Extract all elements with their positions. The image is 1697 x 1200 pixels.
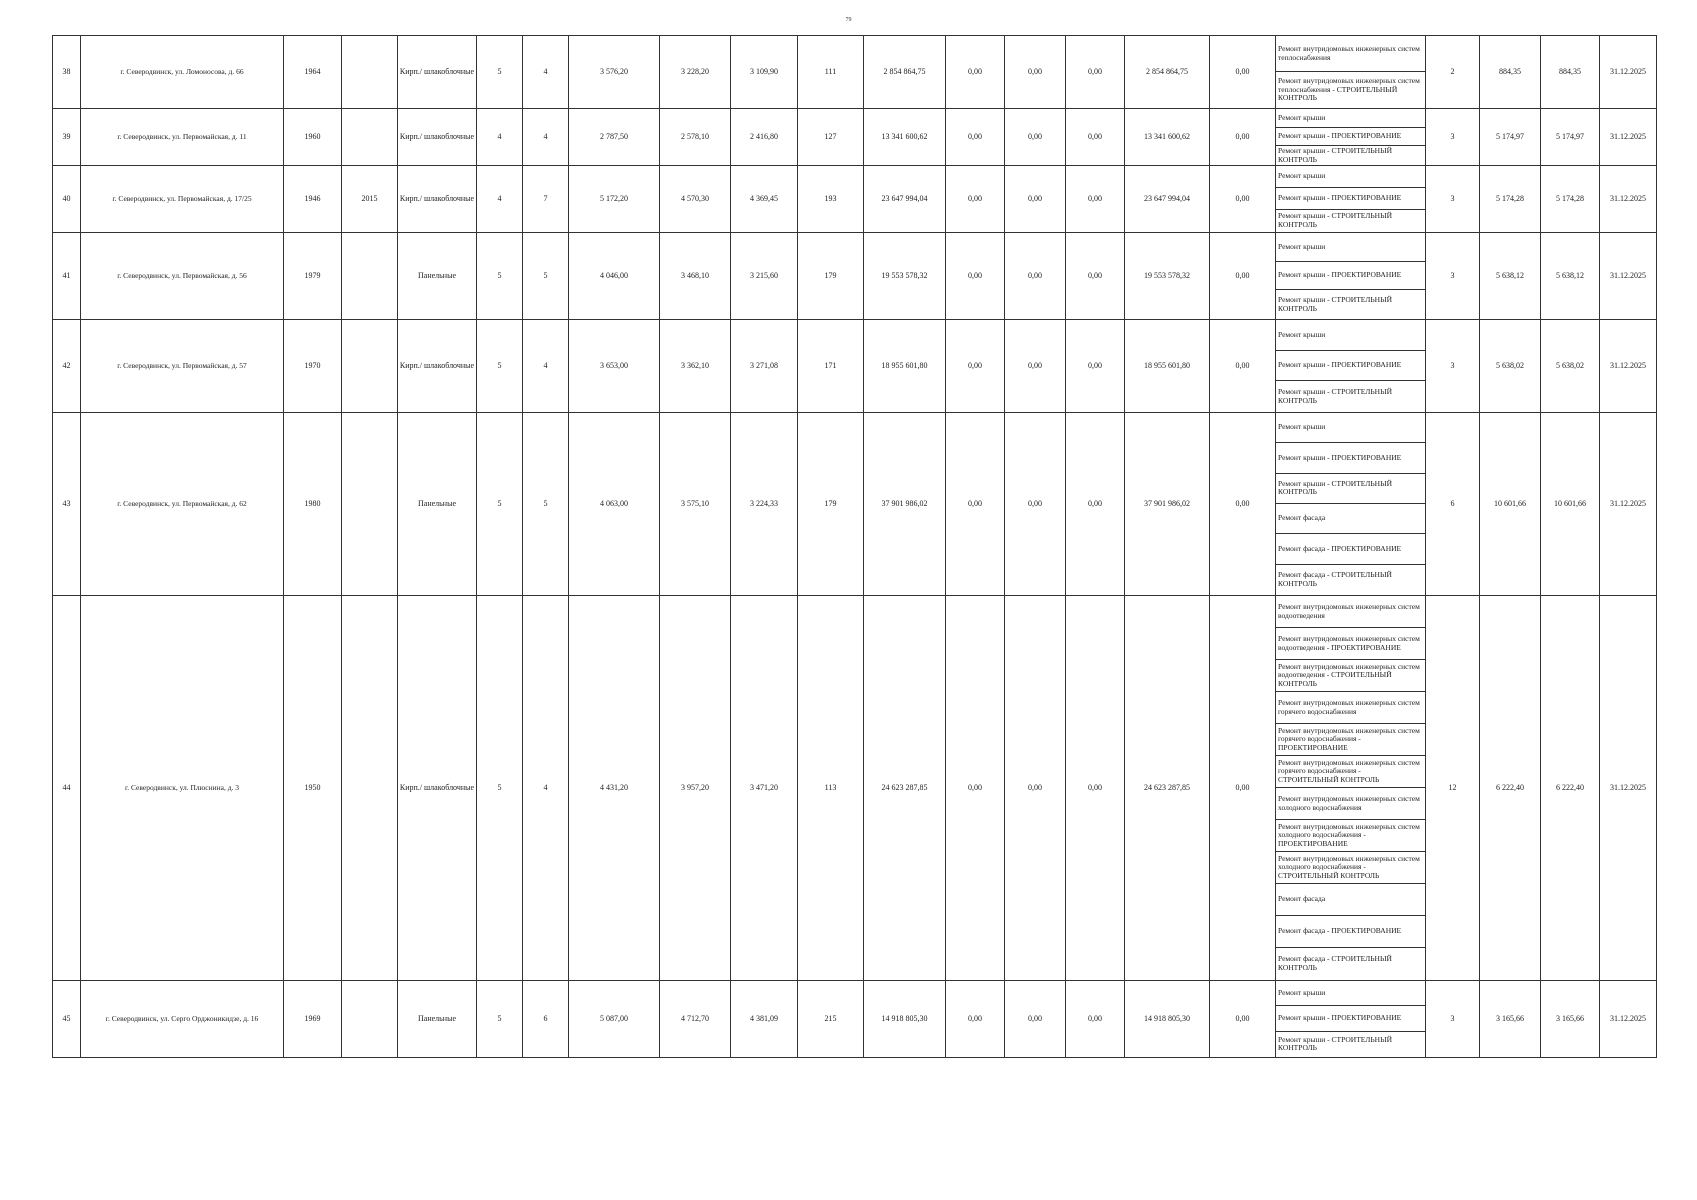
limit-cost-cell: 3 165,66 — [1541, 981, 1600, 1058]
work-item-label: Ремонт крыши - СТРОИТЕЛЬНЫЙ КОНТРОЛЬ — [1278, 1034, 1393, 1053]
fund-regional-cell: 0,00 — [1005, 233, 1066, 320]
row-number-cell: 43 — [53, 413, 81, 596]
work-item — [1276, 36, 1425, 72]
fund-owners-cell: 37 901 986,02 — [1125, 413, 1210, 596]
works-count-cell: 3 — [1426, 109, 1480, 166]
limit-cost-cell: 6 222,40 — [1541, 596, 1600, 981]
row-number-cell: 38 — [53, 36, 81, 109]
fund-owners-cell: 18 955 601,80 — [1125, 320, 1210, 413]
fund-regional-cell: 0,00 — [1005, 36, 1066, 109]
year-renovated-cell: 2015 — [342, 166, 398, 233]
work-item — [1276, 381, 1425, 412]
residents-count-cell: 193 — [798, 166, 864, 233]
row-number-cell: 42 — [53, 320, 81, 413]
unit-cost-cell: 5 174,28 — [1480, 166, 1541, 233]
total-area-cell: 4 046,00 — [569, 233, 660, 320]
address-cell: г. Северодвинск, ул. Ломоносова, д. 66 — [81, 36, 284, 109]
work-item-label: Ремонт внутридомовых инженерных систем горячего водоснабжения - СТРОИТЕЛЬНЫЙ КОНТРОЛЬ — [1278, 757, 1420, 784]
work-item-label: Ремонт внутридомовых инженерных систем водоотведения — [1278, 601, 1420, 620]
table-row — [53, 233, 1657, 320]
works-count-cell: 6 — [1426, 413, 1480, 596]
works-list — [1276, 36, 1425, 108]
total-cost-cell: 37 901 986,02 — [864, 413, 946, 596]
work-item-label: Ремонт внутридомовых инженерных систем теплоснабжения - СТРОИТЕЛЬНЫЙ КОНТРОЛЬ — [1278, 76, 1420, 103]
entrances-cell: 5 — [523, 233, 569, 320]
fund-other-cell: 0,00 — [1210, 36, 1276, 109]
work-item-label: Ремонт внутридомовых инженерных систем холодного водоснабжения - СТРОИТЕЛЬНЫЙ КОНТРОЛЬ — [1278, 853, 1420, 880]
unit-cost-cell: 884,35 — [1480, 36, 1541, 109]
fund-regional-cell: 0,00 — [1005, 166, 1066, 233]
entrances-cell: 7 — [523, 166, 569, 233]
total-area-cell: 3 576,20 — [569, 36, 660, 109]
work-item-label: Ремонт фасада - СТРОИТЕЛЬНЫЙ КОНТРОЛЬ — [1278, 954, 1392, 972]
fund-federal-cell: 0,00 — [946, 981, 1005, 1058]
total-cost-cell: 18 955 601,80 — [864, 320, 946, 413]
unit-cost-cell: 5 638,12 — [1480, 233, 1541, 320]
table-row — [53, 981, 1657, 1058]
residential-area-cell: 3 471,20 — [731, 596, 798, 981]
deadline-cell: 31.12.2025 — [1600, 320, 1657, 413]
work-item — [1276, 128, 1425, 147]
work-item-label: Ремонт крыши — [1278, 112, 1326, 122]
residents-count-cell: 113 — [798, 596, 864, 981]
residential-area-cell: 3 109,90 — [731, 36, 798, 109]
total-cost-cell: 23 647 994,04 — [864, 166, 946, 233]
residential-area-cell: 3 215,60 — [731, 233, 798, 320]
works-cell — [1276, 320, 1426, 413]
work-item — [1276, 290, 1425, 319]
deadline-cell: 31.12.2025 — [1600, 413, 1657, 596]
deadline-cell: 31.12.2025 — [1600, 36, 1657, 109]
works-cell — [1276, 166, 1426, 233]
floors-cell: 4 — [477, 109, 523, 166]
address-cell: г. Северодвинск, ул. Первомайская, д. 17/25 — [81, 166, 284, 233]
year-renovated-cell — [342, 596, 398, 981]
works-count-cell: 3 — [1426, 320, 1480, 413]
work-item-label: Ремонт внутридомовых инженерных систем теплоснабжения — [1278, 43, 1420, 62]
work-item-label: Ремонт крыши - ПРОЕКТИРОВАНИЕ — [1278, 193, 1402, 203]
unit-cost-cell: 5 638,02 — [1480, 320, 1541, 413]
limit-cost-cell: 5 638,02 — [1541, 320, 1600, 413]
limit-cost-cell: 5 638,12 — [1541, 233, 1600, 320]
work-item — [1276, 534, 1425, 564]
floors-cell: 5 — [477, 981, 523, 1058]
works-cell — [1276, 596, 1426, 981]
work-item-label: Ремонт крыши - ПРОЕКТИРОВАНИЕ — [1278, 131, 1402, 141]
work-item-label: Ремонт крыши - ПРОЕКТИРОВАНИЕ — [1278, 1013, 1402, 1023]
address-cell: г. Северодвинск, ул. Первомайская, д. 11 — [81, 109, 284, 166]
limit-cost-cell: 5 174,97 — [1541, 109, 1600, 166]
residents-count-cell: 127 — [798, 109, 864, 166]
premises-area-cell: 4 712,70 — [660, 981, 731, 1058]
fund-owners-cell: 23 647 994,04 — [1125, 166, 1210, 233]
total-area-cell: 3 653,00 — [569, 320, 660, 413]
wall-material-cell: Кирп./ шлакоблочные — [398, 320, 477, 413]
fund-owners-cell: 2 854 864,75 — [1125, 36, 1210, 109]
address-cell: г. Северодвинск, ул. Плюснина, д. 3 — [81, 596, 284, 981]
work-item-label: Ремонт крыши - ПРОЕКТИРОВАНИЕ — [1278, 452, 1402, 462]
work-item — [1276, 692, 1425, 724]
table-body — [53, 36, 1657, 1058]
fund-owners-cell: 13 341 600,62 — [1125, 109, 1210, 166]
year-renovated-cell — [342, 320, 398, 413]
works-list — [1276, 109, 1425, 165]
fund-regional-cell: 0,00 — [1005, 413, 1066, 596]
works-cell — [1276, 109, 1426, 166]
work-item — [1276, 166, 1425, 188]
fund-federal-cell: 0,00 — [946, 109, 1005, 166]
entrances-cell: 4 — [523, 320, 569, 413]
work-item-label: Ремонт фасада — [1278, 894, 1326, 904]
work-item — [1276, 756, 1425, 788]
work-item — [1276, 565, 1425, 595]
work-item — [1276, 820, 1425, 852]
works-cell — [1276, 36, 1426, 109]
wall-material-cell: Кирп./ шлакоблочные — [398, 109, 477, 166]
work-item — [1276, 628, 1425, 660]
total-cost-cell: 2 854 864,75 — [864, 36, 946, 109]
total-cost-cell: 14 918 805,30 — [864, 981, 946, 1058]
premises-area-cell: 3 228,20 — [660, 36, 731, 109]
work-item — [1276, 188, 1425, 210]
work-item — [1276, 504, 1425, 534]
work-item-label: Ремонт крыши - ПРОЕКТИРОВАНИЕ — [1278, 360, 1402, 370]
entrances-cell: 4 — [523, 109, 569, 166]
page-number: 79 — [845, 17, 852, 23]
fund-other-cell: 0,00 — [1210, 413, 1276, 596]
floors-cell: 5 — [477, 596, 523, 981]
residential-area-cell: 3 271,08 — [731, 320, 798, 413]
total-area-cell: 4 063,00 — [569, 413, 660, 596]
work-item — [1276, 320, 1425, 351]
works-count-cell: 3 — [1426, 981, 1480, 1058]
premises-area-cell: 3 468,10 — [660, 233, 731, 320]
premises-area-cell: 2 578,10 — [660, 109, 731, 166]
year-built-cell: 1970 — [284, 320, 342, 413]
unit-cost-cell: 3 165,66 — [1480, 981, 1541, 1058]
work-item-label: Ремонт фасада - ПРОЕКТИРОВАНИЕ — [1278, 543, 1402, 553]
works-list — [1276, 166, 1425, 232]
work-item-label: Ремонт крыши - ПРОЕКТИРОВАНИЕ — [1278, 270, 1402, 280]
work-item-label: Ремонт крыши - СТРОИТЕЛЬНЫЙ КОНТРОЛЬ — [1278, 478, 1393, 497]
work-item-label: Ремонт фасада — [1278, 513, 1326, 523]
row-number-cell: 39 — [53, 109, 81, 166]
fund-municipal-cell: 0,00 — [1066, 233, 1125, 320]
wall-material-cell: Кирп./ шлакоблочные — [398, 596, 477, 981]
table-row — [53, 413, 1657, 596]
work-item — [1276, 443, 1425, 473]
premises-area-cell: 3 957,20 — [660, 596, 731, 981]
premises-area-cell: 4 570,30 — [660, 166, 731, 233]
works-cell — [1276, 981, 1426, 1058]
fund-municipal-cell: 0,00 — [1066, 109, 1125, 166]
total-area-cell: 2 787,50 — [569, 109, 660, 166]
fund-other-cell: 0,00 — [1210, 596, 1276, 981]
row-number-cell: 45 — [53, 981, 81, 1058]
work-item-label: Ремонт крыши - СТРОИТЕЛЬНЫЙ КОНТРОЛЬ — [1278, 211, 1393, 229]
works-count-cell: 2 — [1426, 36, 1480, 109]
works-count-cell: 12 — [1426, 596, 1480, 981]
deadline-cell: 31.12.2025 — [1600, 166, 1657, 233]
work-item — [1276, 981, 1425, 1006]
fund-municipal-cell: 0,00 — [1066, 981, 1125, 1058]
work-item-label: Ремонт внутридомовых инженерных систем холодного водоснабжения — [1278, 793, 1420, 812]
residential-area-cell: 3 224,33 — [731, 413, 798, 596]
year-built-cell: 1960 — [284, 109, 342, 166]
fund-other-cell: 0,00 — [1210, 320, 1276, 413]
residents-count-cell: 179 — [798, 233, 864, 320]
work-item — [1276, 72, 1425, 108]
floors-cell: 5 — [477, 36, 523, 109]
floors-cell: 5 — [477, 413, 523, 596]
table-row — [53, 36, 1657, 109]
floors-cell: 5 — [477, 233, 523, 320]
work-item-label: Ремонт крыши — [1278, 987, 1326, 997]
address-cell: г. Северодвинск, ул. Первомайская, д. 62 — [81, 413, 284, 596]
row-number-cell: 44 — [53, 596, 81, 981]
fund-other-cell: 0,00 — [1210, 233, 1276, 320]
works-list — [1276, 981, 1425, 1057]
fund-federal-cell: 0,00 — [946, 413, 1005, 596]
entrances-cell: 5 — [523, 413, 569, 596]
fund-municipal-cell: 0,00 — [1066, 320, 1125, 413]
fund-regional-cell: 0,00 — [1005, 109, 1066, 166]
year-renovated-cell — [342, 233, 398, 320]
residents-count-cell: 215 — [798, 981, 864, 1058]
fund-municipal-cell: 0,00 — [1066, 166, 1125, 233]
floors-cell: 5 — [477, 320, 523, 413]
unit-cost-cell: 10 601,66 — [1480, 413, 1541, 596]
year-renovated-cell — [342, 109, 398, 166]
works-cell — [1276, 413, 1426, 596]
year-built-cell: 1950 — [284, 596, 342, 981]
year-built-cell: 1979 — [284, 233, 342, 320]
work-item — [1276, 233, 1425, 262]
address-cell: г. Северодвинск, ул. Первомайская, д. 56 — [81, 233, 284, 320]
works-count-cell: 3 — [1426, 166, 1480, 233]
limit-cost-cell: 5 174,28 — [1541, 166, 1600, 233]
fund-regional-cell: 0,00 — [1005, 596, 1066, 981]
work-item — [1276, 948, 1425, 980]
premises-area-cell: 3 362,10 — [660, 320, 731, 413]
residential-area-cell: 4 369,45 — [731, 166, 798, 233]
works-list — [1276, 413, 1425, 595]
fund-municipal-cell: 0,00 — [1066, 36, 1125, 109]
total-area-cell: 5 172,20 — [569, 166, 660, 233]
work-item — [1276, 916, 1425, 948]
work-item-label: Ремонт внутридомовых инженерных систем горячего водоснабжения — [1278, 697, 1420, 716]
work-item — [1276, 413, 1425, 443]
row-number-cell: 41 — [53, 233, 81, 320]
table-row — [53, 109, 1657, 166]
fund-owners-cell: 14 918 805,30 — [1125, 981, 1210, 1058]
residents-count-cell: 171 — [798, 320, 864, 413]
residents-count-cell: 111 — [798, 36, 864, 109]
year-renovated-cell — [342, 36, 398, 109]
repair-program-table — [52, 35, 1657, 1058]
limit-cost-cell: 10 601,66 — [1541, 413, 1600, 596]
fund-other-cell: 0,00 — [1210, 166, 1276, 233]
total-cost-cell: 24 623 287,85 — [864, 596, 946, 981]
fund-federal-cell: 0,00 — [946, 233, 1005, 320]
work-item-label: Ремонт крыши - СТРОИТЕЛЬНЫЙ КОНТРОЛЬ — [1278, 146, 1393, 164]
limit-cost-cell: 884,35 — [1541, 36, 1600, 109]
work-item — [1276, 788, 1425, 820]
wall-material-cell: Кирп./ шлакоблочные — [398, 166, 477, 233]
fund-federal-cell: 0,00 — [946, 320, 1005, 413]
year-renovated-cell — [342, 413, 398, 596]
total-cost-cell: 19 553 578,32 — [864, 233, 946, 320]
wall-material-cell: Панельные — [398, 233, 477, 320]
work-item-label: Ремонт внутридомовых инженерных систем водоотведения - СТРОИТЕЛЬНЫЙ КОНТРОЛЬ — [1278, 661, 1420, 688]
fund-federal-cell: 0,00 — [946, 596, 1005, 981]
total-area-cell: 5 087,00 — [569, 981, 660, 1058]
entrances-cell: 4 — [523, 36, 569, 109]
works-list — [1276, 233, 1425, 319]
total-cost-cell: 13 341 600,62 — [864, 109, 946, 166]
year-built-cell: 1946 — [284, 166, 342, 233]
deadline-cell: 31.12.2025 — [1600, 233, 1657, 320]
work-item-label: Ремонт крыши — [1278, 329, 1326, 339]
fund-other-cell: 0,00 — [1210, 109, 1276, 166]
fund-regional-cell: 0,00 — [1005, 981, 1066, 1058]
fund-federal-cell: 0,00 — [946, 36, 1005, 109]
year-built-cell: 1980 — [284, 413, 342, 596]
work-item — [1276, 474, 1425, 504]
works-count-cell: 3 — [1426, 233, 1480, 320]
table-row — [53, 320, 1657, 413]
wall-material-cell: Кирп./ шлакоблочные — [398, 36, 477, 109]
work-item-label: Ремонт крыши - СТРОИТЕЛЬНЫЙ КОНТРОЛЬ — [1278, 295, 1393, 313]
entrances-cell: 4 — [523, 596, 569, 981]
wall-material-cell: Панельные — [398, 413, 477, 596]
fund-municipal-cell: 0,00 — [1066, 596, 1125, 981]
year-built-cell: 1969 — [284, 981, 342, 1058]
work-item — [1276, 1032, 1425, 1057]
work-item — [1276, 109, 1425, 128]
work-item-label: Ремонт внутридомовых инженерных систем холодного водоснабжения - ПРОЕКТИРОВАНИЕ — [1278, 821, 1420, 848]
table-row — [53, 596, 1657, 981]
fund-other-cell: 0,00 — [1210, 981, 1276, 1058]
fund-owners-cell: 19 553 578,32 — [1125, 233, 1210, 320]
deadline-cell: 31.12.2025 — [1600, 981, 1657, 1058]
work-item — [1276, 351, 1425, 382]
work-item-label: Ремонт фасада - СТРОИТЕЛЬНЫЙ КОНТРОЛЬ — [1278, 570, 1392, 588]
fund-regional-cell: 0,00 — [1005, 320, 1066, 413]
work-item — [1276, 1006, 1425, 1031]
work-item-label: Ремонт фасада - ПРОЕКТИРОВАНИЕ — [1278, 926, 1402, 936]
work-item-label: Ремонт крыши — [1278, 241, 1326, 251]
works-list — [1276, 320, 1425, 412]
unit-cost-cell: 6 222,40 — [1480, 596, 1541, 981]
address-cell: г. Северодвинск, ул. Первомайская, д. 57 — [81, 320, 284, 413]
work-item — [1276, 884, 1425, 916]
residential-area-cell: 4 381,09 — [731, 981, 798, 1058]
work-item-label: Ремонт внутридомовых инженерных систем водоотведения - ПРОЕКТИРОВАНИЕ — [1278, 633, 1420, 652]
year-renovated-cell — [342, 981, 398, 1058]
entrances-cell: 6 — [523, 981, 569, 1058]
work-item-label: Ремонт внутридомовых инженерных систем горячего водоснабжения - ПРОЕКТИРОВАНИЕ — [1278, 725, 1420, 752]
work-item — [1276, 596, 1425, 628]
residential-area-cell: 2 416,80 — [731, 109, 798, 166]
deadline-cell: 31.12.2025 — [1600, 109, 1657, 166]
works-cell — [1276, 233, 1426, 320]
residents-count-cell: 179 — [798, 413, 864, 596]
work-item — [1276, 146, 1425, 165]
premises-area-cell: 3 575,10 — [660, 413, 731, 596]
fund-federal-cell: 0,00 — [946, 166, 1005, 233]
year-built-cell: 1964 — [284, 36, 342, 109]
row-number-cell: 40 — [53, 166, 81, 233]
address-cell: г. Северодвинск, ул. Серго Орджоникидзе, д. 16 — [81, 981, 284, 1058]
work-item — [1276, 262, 1425, 291]
fund-owners-cell: 24 623 287,85 — [1125, 596, 1210, 981]
work-item-label: Ремонт крыши — [1278, 171, 1326, 181]
work-item-label: Ремонт крыши — [1278, 422, 1326, 432]
deadline-cell: 31.12.2025 — [1600, 596, 1657, 981]
work-item — [1276, 210, 1425, 232]
fund-municipal-cell: 0,00 — [1066, 413, 1125, 596]
work-item — [1276, 724, 1425, 756]
work-item — [1276, 660, 1425, 692]
floors-cell: 4 — [477, 166, 523, 233]
wall-material-cell: Панельные — [398, 981, 477, 1058]
works-list — [1276, 596, 1425, 980]
work-item — [1276, 852, 1425, 884]
total-area-cell: 4 431,20 — [569, 596, 660, 981]
unit-cost-cell: 5 174,97 — [1480, 109, 1541, 166]
work-item-label: Ремонт крыши - СТРОИТЕЛЬНЫЙ КОНТРОЛЬ — [1278, 387, 1393, 405]
table-row — [53, 166, 1657, 233]
